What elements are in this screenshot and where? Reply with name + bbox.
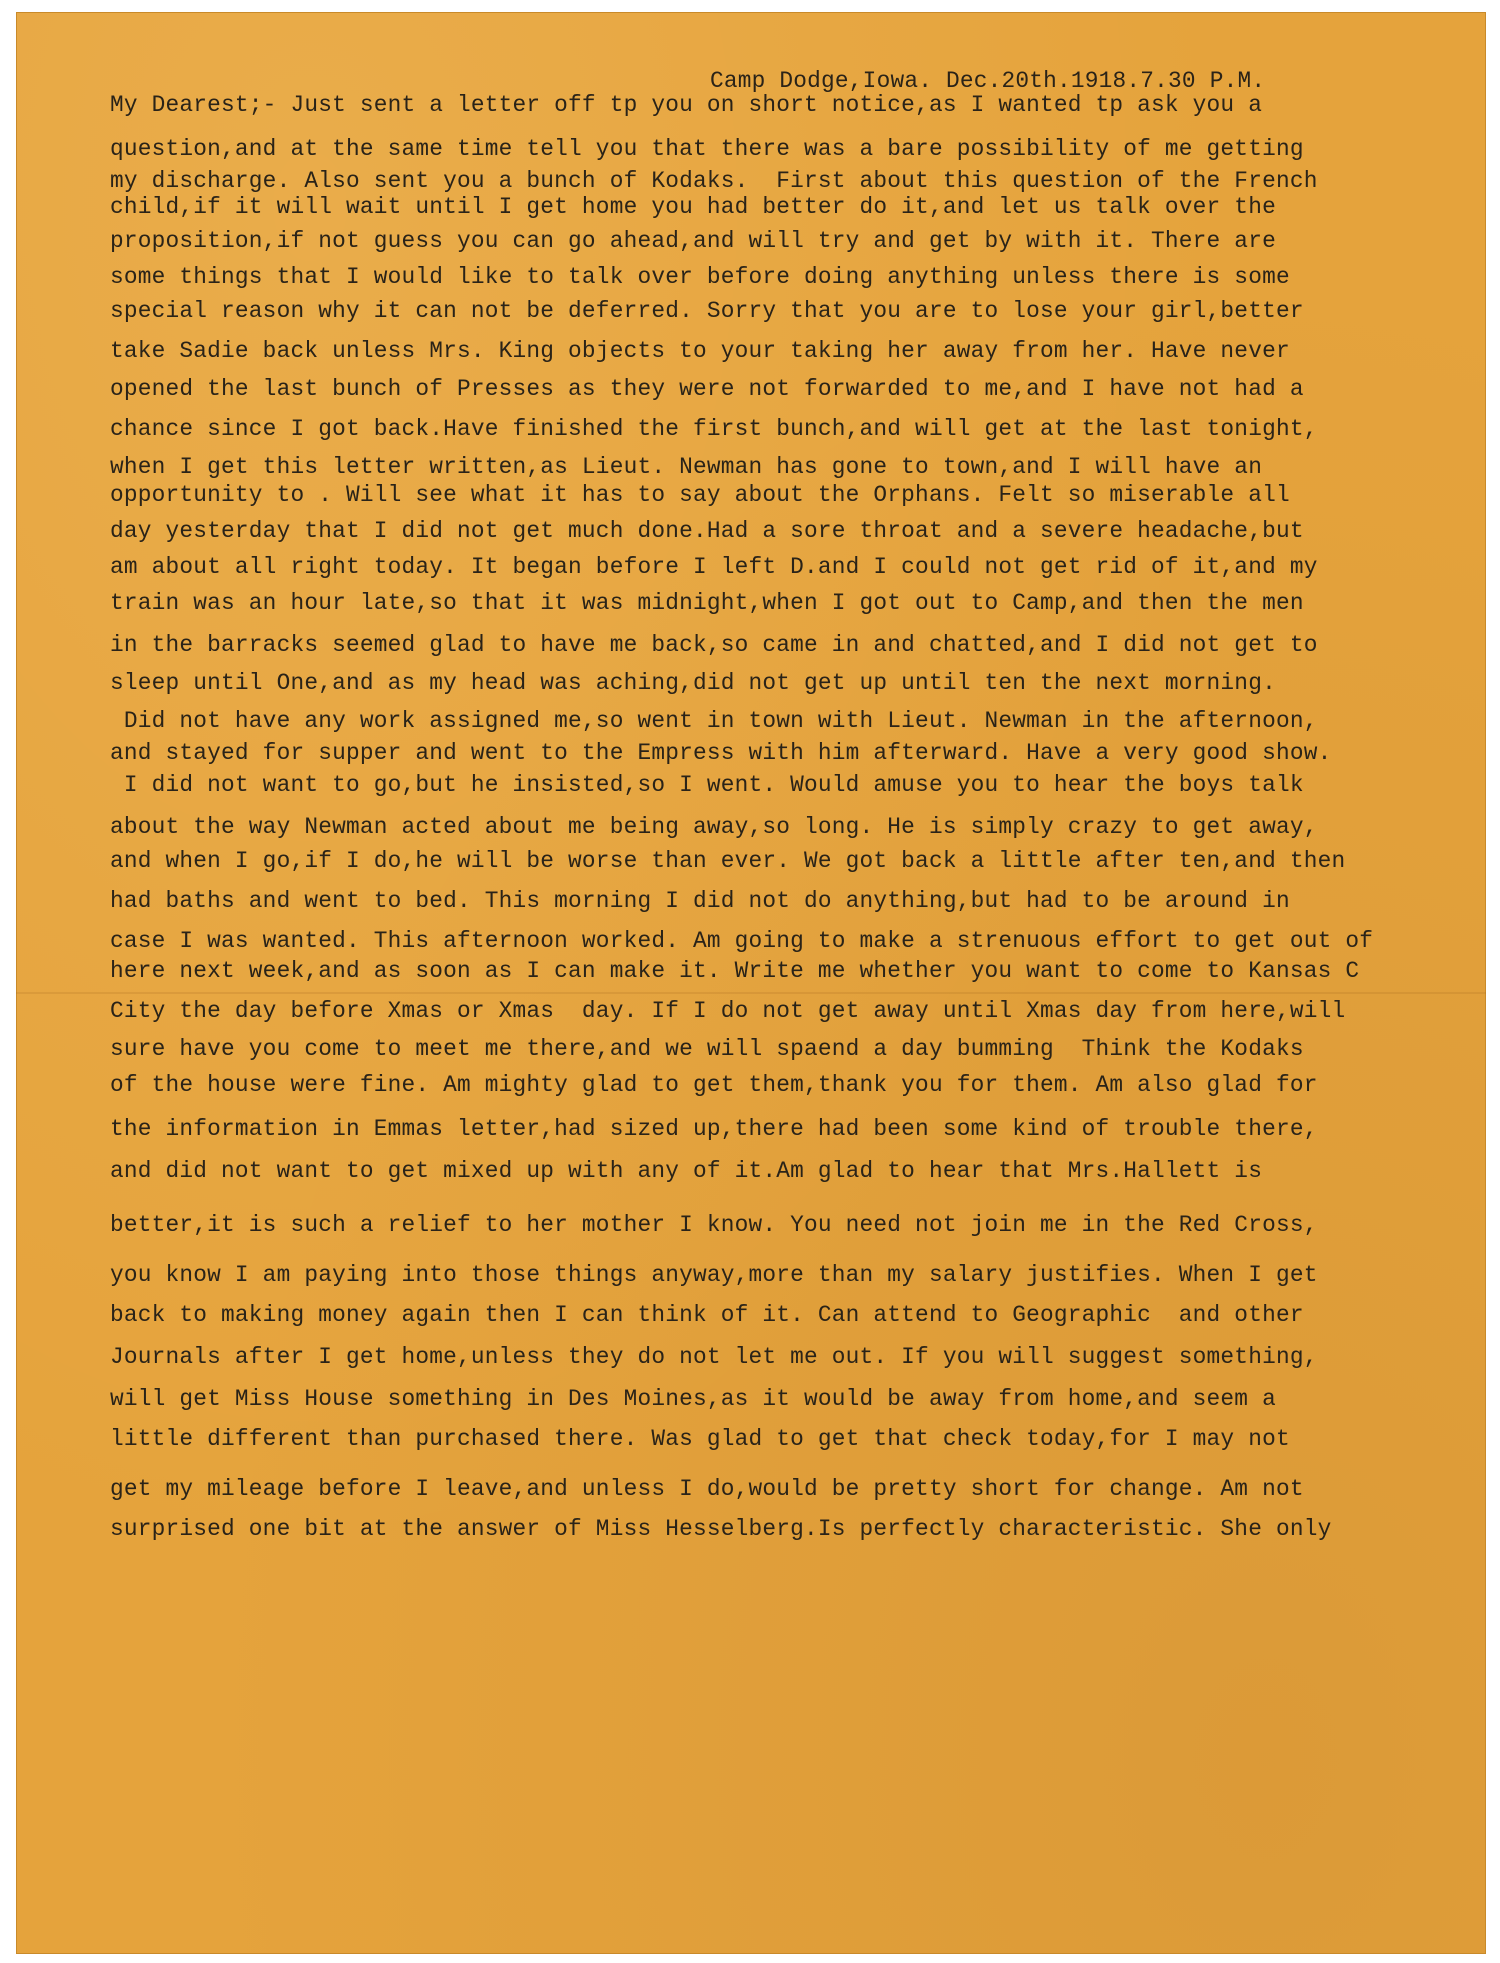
letter-line: I did not want to go,but he insisted,so I went. Would amuse you to hear the boys talk (110, 772, 1304, 798)
letter-line: had baths and went to bed. This morning I did not do anything,but had to be around in (110, 888, 1290, 914)
letter-line: chance since I got back.Have finished the first bunch,and will get at the last tonight, (110, 416, 1318, 442)
letter-line: opened the last bunch of Presses as they were not forwarded to me,and I have not had a (110, 376, 1304, 402)
letter-sheet (16, 12, 1486, 1954)
letter-line: here next week,and as soon as I can make it. Write me whether you want to come to Kansas C (110, 958, 1360, 984)
letter-line: proposition,if not guess you can go ahead,and will try and get by with it. There are (110, 228, 1276, 254)
letter-line: sure have you come to meet me there,and we will spaend a day bumming Think the Kodaks (110, 1036, 1304, 1062)
letter-line: Did not have any work assigned me,so went in town with Lieut. Newman in the afternoon, (110, 708, 1318, 734)
letter-line: some things that I would like to talk over before doing anything unless there is some (110, 264, 1290, 290)
letter-line: and when I go,if I do,he will be worse than ever. We got back a little after ten,and then (110, 848, 1346, 874)
letter-line: special reason why it can not be deferred. Sorry that you are to lose your girl,better (110, 298, 1304, 324)
letter-line: opportunity to . Will see what it has to say about the Orphans. Felt so miserable all (110, 482, 1290, 508)
letter-line: about the way Newman acted about me being away,so long. He is simply crazy to get away, (110, 814, 1318, 840)
letter-line: day yesterday that I did not get much done.Had a sore throat and a severe headache,but (110, 518, 1304, 544)
letter-line: better,it is such a relief to her mother I know. You need not join me in the Red Cross, (110, 1212, 1318, 1238)
letter-line: sleep until One,and as my head was aching,did not get up until ten the next morning. (110, 670, 1276, 696)
letter-line: get my mileage before I leave,and unless I do,would be pretty short for change. Am not (110, 1476, 1304, 1502)
letter-line: back to making money again then I can think of it. Can attend to Geographic and other (110, 1302, 1304, 1328)
letter-line: and did not want to get mixed up with any of it.Am glad to hear that Mrs.Hallett is (110, 1158, 1263, 1184)
letter-line: train was an hour late,so that it was midnight,when I got out to Camp,and then the men (110, 590, 1304, 616)
letter-line: you know I am paying into those things anyway,more than my salary justifies. When I get (110, 1262, 1318, 1288)
letter-line: My Dearest;- Just sent a letter off tp you on short notice,as I wanted tp ask you a (110, 92, 1263, 118)
letter-line: my discharge. Also sent you a bunch of Kodaks. First about this question of the French (110, 168, 1318, 194)
letter-line: in the barracks seemed glad to have me back,so came in and chatted,and I did not get to (110, 632, 1318, 658)
letter-line: am about all right today. It began before I left D.and I could not get rid of it,and my (110, 554, 1318, 580)
letter-line: when I get this letter written,as Lieut. Newman has gone to town,and I will have an (110, 454, 1263, 480)
paper-fold-line (16, 992, 1486, 994)
letter-line: take Sadie back unless Mrs. King objects to your taking her away from her. Have never (110, 338, 1290, 364)
letter-line: case I was wanted. This afternoon worked. Am going to make a strenuous effort to get out of (110, 928, 1374, 954)
letter-line: surprised one bit at the answer of Miss Hesselberg.Is perfectly characteristic. She only (110, 1516, 1332, 1542)
letter-line: will get Miss House something in Des Moines,as it would be away from home,and seem a (110, 1386, 1276, 1412)
letter-line: question,and at the same time tell you that there was a bare possibility of me getting (110, 136, 1304, 162)
letter-line: little different than purchased there. Was glad to get that check today,for I may not (110, 1426, 1290, 1452)
letter-line: and stayed for supper and went to the Empress with him afterward. Have a very good show. (110, 740, 1332, 766)
letter-line: Journals after I get home,unless they do not let me out. If you will suggest something, (110, 1344, 1318, 1370)
letter-line: of the house were fine. Am mighty glad to get them,thank you for them. Am also glad for (110, 1072, 1318, 1098)
letter-line: the information in Emmas letter,had sized up,there had been some kind of trouble there, (110, 1116, 1318, 1142)
letter-line: child,if it will wait until I get home you had better do it,and let us talk over the (110, 194, 1276, 220)
letter-heading: Camp Dodge,Iowa. Dec.20th.1918.7.30 P.M. (710, 68, 1266, 94)
letter-line: City the day before Xmas or Xmas day. If I do not get away until Xmas day from here,will (110, 998, 1346, 1024)
